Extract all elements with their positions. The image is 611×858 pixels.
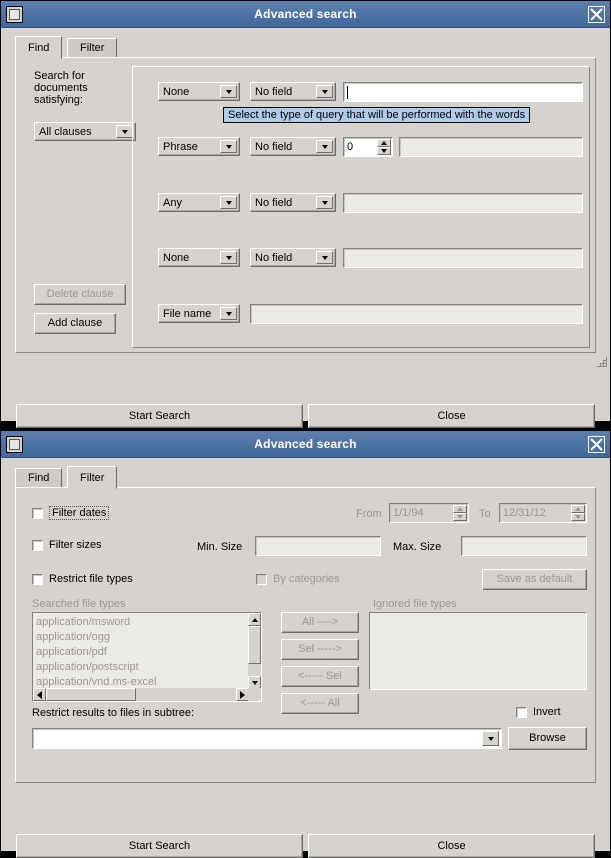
window-menu-button[interactable] (6, 436, 23, 453)
invert-checkbox[interactable] (516, 707, 527, 718)
clauses-combo-value: All clauses (39, 125, 92, 138)
to-label: To (479, 508, 491, 520)
filter-dates-label: Filter dates (49, 506, 109, 520)
vertical-scroll-thumb[interactable] (248, 626, 261, 664)
clause-row-4-type-combo[interactable] (158, 304, 240, 323)
clause-row-0-text-input[interactable] (343, 82, 583, 102)
spinner-down-button[interactable] (453, 513, 467, 521)
to-date-input[interactable]: 12/31/12 (499, 503, 587, 523)
move-selected-right-button[interactable]: Sel -----> (281, 639, 359, 660)
titlebar (1, 1, 610, 28)
tab-filter[interactable] (67, 38, 117, 57)
chevron-down-icon[interactable] (316, 140, 333, 153)
horizontal-scroll-thumb[interactable] (46, 688, 136, 701)
clause-row-2-text-input[interactable] (343, 193, 583, 213)
move-selected-left-button[interactable]: <----- Sel (281, 666, 359, 687)
clause-row-2-field-value: No field (255, 196, 293, 209)
max-size-label: Max. Size (393, 541, 442, 553)
clause-row-3-type-combo[interactable] (158, 248, 240, 267)
close-icon[interactable] (588, 436, 605, 453)
clause-row-1-field-value: No field (255, 140, 293, 153)
tab-find-label: Find (28, 42, 50, 54)
clause-row-1-field-combo[interactable] (250, 137, 336, 156)
clauses-combo[interactable] (34, 122, 136, 141)
advanced-search-find-window (0, 0, 611, 422)
chevron-down-icon[interactable] (116, 125, 133, 138)
tab-filter-label: Filter (80, 472, 105, 484)
scroll-left-button[interactable] (33, 688, 46, 701)
window-icon (9, 439, 20, 450)
subtree-input[interactable] (32, 728, 502, 749)
list-item[interactable]: application/msword (36, 616, 131, 628)
tabstrip (15, 466, 610, 488)
scroll-up-button[interactable] (248, 613, 261, 626)
chevron-down-icon[interactable] (220, 307, 237, 320)
filter-body (1, 466, 610, 852)
chevron-down-icon[interactable] (316, 196, 333, 209)
by-categories-checkbox[interactable] (256, 574, 267, 585)
restrict-file-types-label: Restrict file types (49, 573, 133, 585)
find-body (1, 36, 610, 422)
filter-dates-row[interactable] (32, 506, 109, 520)
clause-area (132, 66, 590, 348)
clause-row-1-type-combo[interactable] (158, 137, 240, 156)
clause-row-0-type-value: None (163, 85, 190, 98)
clause-row-0-type-combo[interactable] (158, 82, 240, 101)
text-caret (347, 86, 348, 99)
window-menu-button[interactable] (6, 6, 23, 23)
save-as-default-button[interactable]: Save as default (482, 569, 587, 590)
scrollbar-corner (248, 688, 261, 701)
titlebar (1, 431, 610, 458)
from-date-spinner[interactable] (453, 505, 467, 521)
list-item[interactable]: application/postscript (36, 661, 139, 673)
query-type-tooltip: Select the type of query that will be performed with the words (223, 107, 530, 123)
resize-grip[interactable] (595, 355, 607, 367)
searched-file-types-items (33, 613, 261, 692)
to-date-spinner[interactable] (571, 505, 585, 521)
from-date-input[interactable]: 1/1/94 (389, 503, 469, 523)
from-label: From (356, 508, 382, 520)
chevron-down-icon[interactable] (482, 731, 499, 746)
spinner-up-button[interactable] (571, 505, 585, 513)
chevron-down-icon[interactable] (220, 140, 237, 153)
add-clause-button[interactable]: Add clause (34, 313, 116, 334)
searched-file-types-list[interactable] (32, 612, 262, 702)
clause-row-4-text-input[interactable] (250, 304, 583, 324)
tab-filter-label: Filter (80, 42, 105, 54)
move-all-right-button[interactable]: All ----> (281, 612, 359, 633)
horizontal-scrollbar[interactable] (33, 688, 249, 701)
by-categories-row[interactable] (256, 573, 340, 585)
number-spinner[interactable] (377, 139, 391, 155)
move-all-left-button[interactable]: <----- All (281, 693, 359, 714)
ignored-file-types-label: Ignored file types (373, 598, 457, 610)
find-panel (15, 57, 596, 353)
tab-find-label: Find (28, 472, 50, 484)
delete-clause-button[interactable]: Delete clause (34, 284, 126, 305)
max-size-input[interactable] (461, 536, 587, 556)
filter-sizes-label: Filter sizes (49, 539, 102, 551)
chevron-down-icon[interactable] (316, 85, 333, 98)
close-icon[interactable] (588, 6, 605, 23)
list-item[interactable]: application/vnd.ms-excel (36, 676, 157, 688)
chevron-down-icon[interactable] (316, 251, 333, 264)
clause-row-1-number-input[interactable]: 0 (343, 137, 393, 157)
spinner-down-button[interactable] (377, 147, 391, 155)
restrict-file-types-row[interactable] (32, 573, 133, 585)
clause-row-1-text-input[interactable] (399, 137, 583, 157)
chevron-down-icon[interactable] (220, 251, 237, 264)
spinner-up-button[interactable] (377, 139, 391, 147)
window-title: Advanced search (254, 437, 357, 451)
clause-row-0-field-combo[interactable] (250, 82, 336, 101)
tabstrip (15, 36, 610, 58)
filter-sizes-row[interactable] (32, 539, 102, 551)
min-size-input[interactable] (255, 536, 381, 556)
restrict-file-types-checkbox[interactable] (32, 574, 43, 585)
clause-row-0-field-value: No field (255, 85, 293, 98)
browse-button[interactable]: Browse (508, 727, 587, 750)
clause-row-2-type-combo[interactable] (158, 193, 240, 212)
clause-row-3-text-input[interactable] (343, 248, 583, 268)
close-button[interactable]: Close (308, 404, 595, 428)
clause-row-3-field-value: No field (255, 251, 293, 264)
list-item[interactable]: application/ogg (36, 631, 111, 643)
subtree-label: Restrict results to files in subtree: (32, 707, 195, 719)
by-categories-label: By categories (273, 573, 340, 585)
clause-row-3-field-combo[interactable] (250, 248, 336, 267)
tab-find[interactable] (15, 36, 62, 59)
tab-filter[interactable] (67, 466, 117, 489)
filter-dates-checkbox[interactable] (32, 508, 43, 519)
min-size-label: Min. Size (197, 541, 243, 553)
vertical-scrollbar[interactable] (248, 613, 261, 689)
invert-label: Invert (533, 706, 561, 718)
clause-row-1-type-value: Phrase (163, 140, 198, 153)
window-icon (9, 9, 20, 20)
start-search-button[interactable]: Start Search (16, 404, 303, 428)
chevron-down-icon[interactable] (220, 85, 237, 98)
search-for-label: Search for documents satisfying: (34, 70, 88, 106)
tab-find[interactable] (15, 468, 62, 487)
filter-panel (15, 487, 596, 783)
window-title: Advanced search (254, 7, 357, 21)
start-search-button[interactable]: Start Search (16, 834, 303, 858)
ignored-file-types-list[interactable] (369, 612, 587, 690)
advanced-search-filter-window (0, 430, 611, 852)
spinner-up-button[interactable] (453, 505, 467, 513)
searched-file-types-label: Searched file types (32, 598, 126, 610)
chevron-down-icon[interactable] (220, 196, 237, 209)
invert-row[interactable] (516, 706, 561, 718)
clause-row-3-type-value: None (163, 251, 190, 264)
ignored-file-types-items (370, 613, 586, 617)
filter-sizes-checkbox[interactable] (32, 540, 43, 551)
spinner-down-button[interactable] (571, 513, 585, 521)
clause-row-2-type-value: Any (163, 196, 182, 209)
clause-row-4-type-value: File name (163, 307, 212, 320)
close-button[interactable]: Close (308, 834, 595, 858)
list-item[interactable]: application/pdf (36, 646, 107, 658)
clause-row-2-field-combo[interactable] (250, 193, 336, 212)
